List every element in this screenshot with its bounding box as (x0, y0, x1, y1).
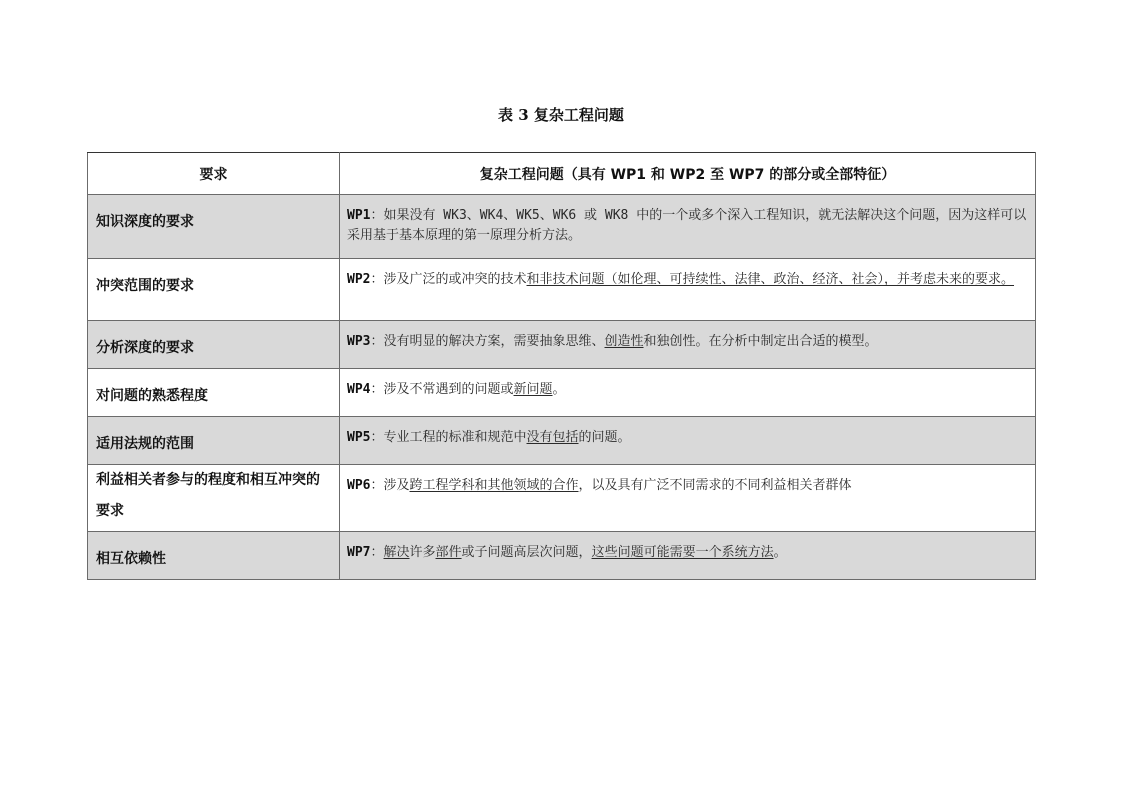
description-cell (340, 465, 1036, 532)
description-cell (340, 259, 1036, 321)
underlined-text: 部件 (435, 545, 462, 560)
requirement-cell: 冲突范围的要求 (88, 259, 340, 321)
wp-label: WP6 (347, 478, 371, 493)
description-cell (340, 532, 1036, 580)
table-row (88, 369, 1036, 417)
description-text: ：没有明显的解决方案，需要抽象思维、 (370, 334, 605, 349)
description-text: 的问题。 (578, 430, 631, 445)
requirement-cell: 利益相关者参与的程度和相互冲突的要求 (88, 465, 340, 532)
description-cell (340, 195, 1036, 259)
description-text: 。 (773, 545, 787, 560)
description-text: ：涉及不常遇到的问题或 (370, 382, 514, 397)
underlined-text: 这些问题可能需要一个系统方法 (591, 545, 774, 560)
description-text: ，以及具有广泛不同需求的不同利益相关者群体 (578, 478, 852, 493)
wp-label: WP1 (347, 208, 371, 223)
wp-label: WP4 (347, 382, 371, 397)
underlined-text: 没有包括 (526, 430, 579, 445)
description-text: 和独创性。在分析中制定出合适的模型。 (643, 334, 878, 349)
wp-label: WP2 (347, 272, 371, 287)
underlined-text: 创造性 (604, 334, 644, 349)
description-cell (340, 417, 1036, 465)
requirement-cell: 相互依赖性 (88, 532, 340, 580)
wp-label: WP3 (347, 334, 371, 349)
requirement-cell: 对问题的熟悉程度 (88, 369, 340, 417)
underlined-text: 新问题 (513, 382, 553, 397)
complex-engineering-problems-table (87, 152, 1036, 580)
description-text: 。 (552, 382, 566, 397)
description-text: ：涉及 (370, 478, 410, 493)
table-title: 表 3 复杂工程问题 (498, 106, 624, 124)
description-text: 许多 (409, 545, 436, 560)
description-text: ：专业工程的标准和规范中 (370, 430, 527, 445)
table-row (88, 195, 1036, 259)
requirement-cell: 适用法规的范围 (88, 417, 340, 465)
header-complex-problem: 复杂工程问题（具有 WP1 和 WP2 至 WP7 的部分或全部特征） (340, 153, 1036, 195)
description-text: ： (370, 545, 384, 560)
table-row (88, 532, 1036, 580)
description-text: ：如果没有 WK3、WK4、WK5、WK6 或 WK8 中的一个或多个深入工程知识，就无法解决这个问题，因为这样可以采用基于基本原理的第一原理分析方法。 (347, 208, 1027, 243)
description-text: 或子问题高层次问题， (461, 545, 592, 560)
table-row (88, 465, 1036, 532)
table-row (88, 417, 1036, 465)
description-text: ：涉及广泛的或冲突的技术 (370, 272, 527, 287)
table-row (88, 321, 1036, 369)
table-header-row (88, 153, 1036, 195)
table-row (88, 259, 1036, 321)
requirement-cell: 知识深度的要求 (88, 195, 340, 259)
header-requirement: 要求 (88, 153, 340, 195)
underlined-text: 跨工程学科和其他领域的合作 (409, 478, 579, 493)
underlined-text: 和非技术问题（如伦理、可持续性、法律、政治、经济、社会），并考虑未来的要求。 (526, 272, 1015, 287)
table-body (88, 195, 1036, 580)
wp-label: WP7 (347, 545, 371, 560)
description-cell (340, 321, 1036, 369)
description-cell (340, 369, 1036, 417)
underlined-text: 解决 (383, 545, 410, 560)
wp-label: WP5 (347, 430, 371, 445)
requirement-cell: 分析深度的要求 (88, 321, 340, 369)
